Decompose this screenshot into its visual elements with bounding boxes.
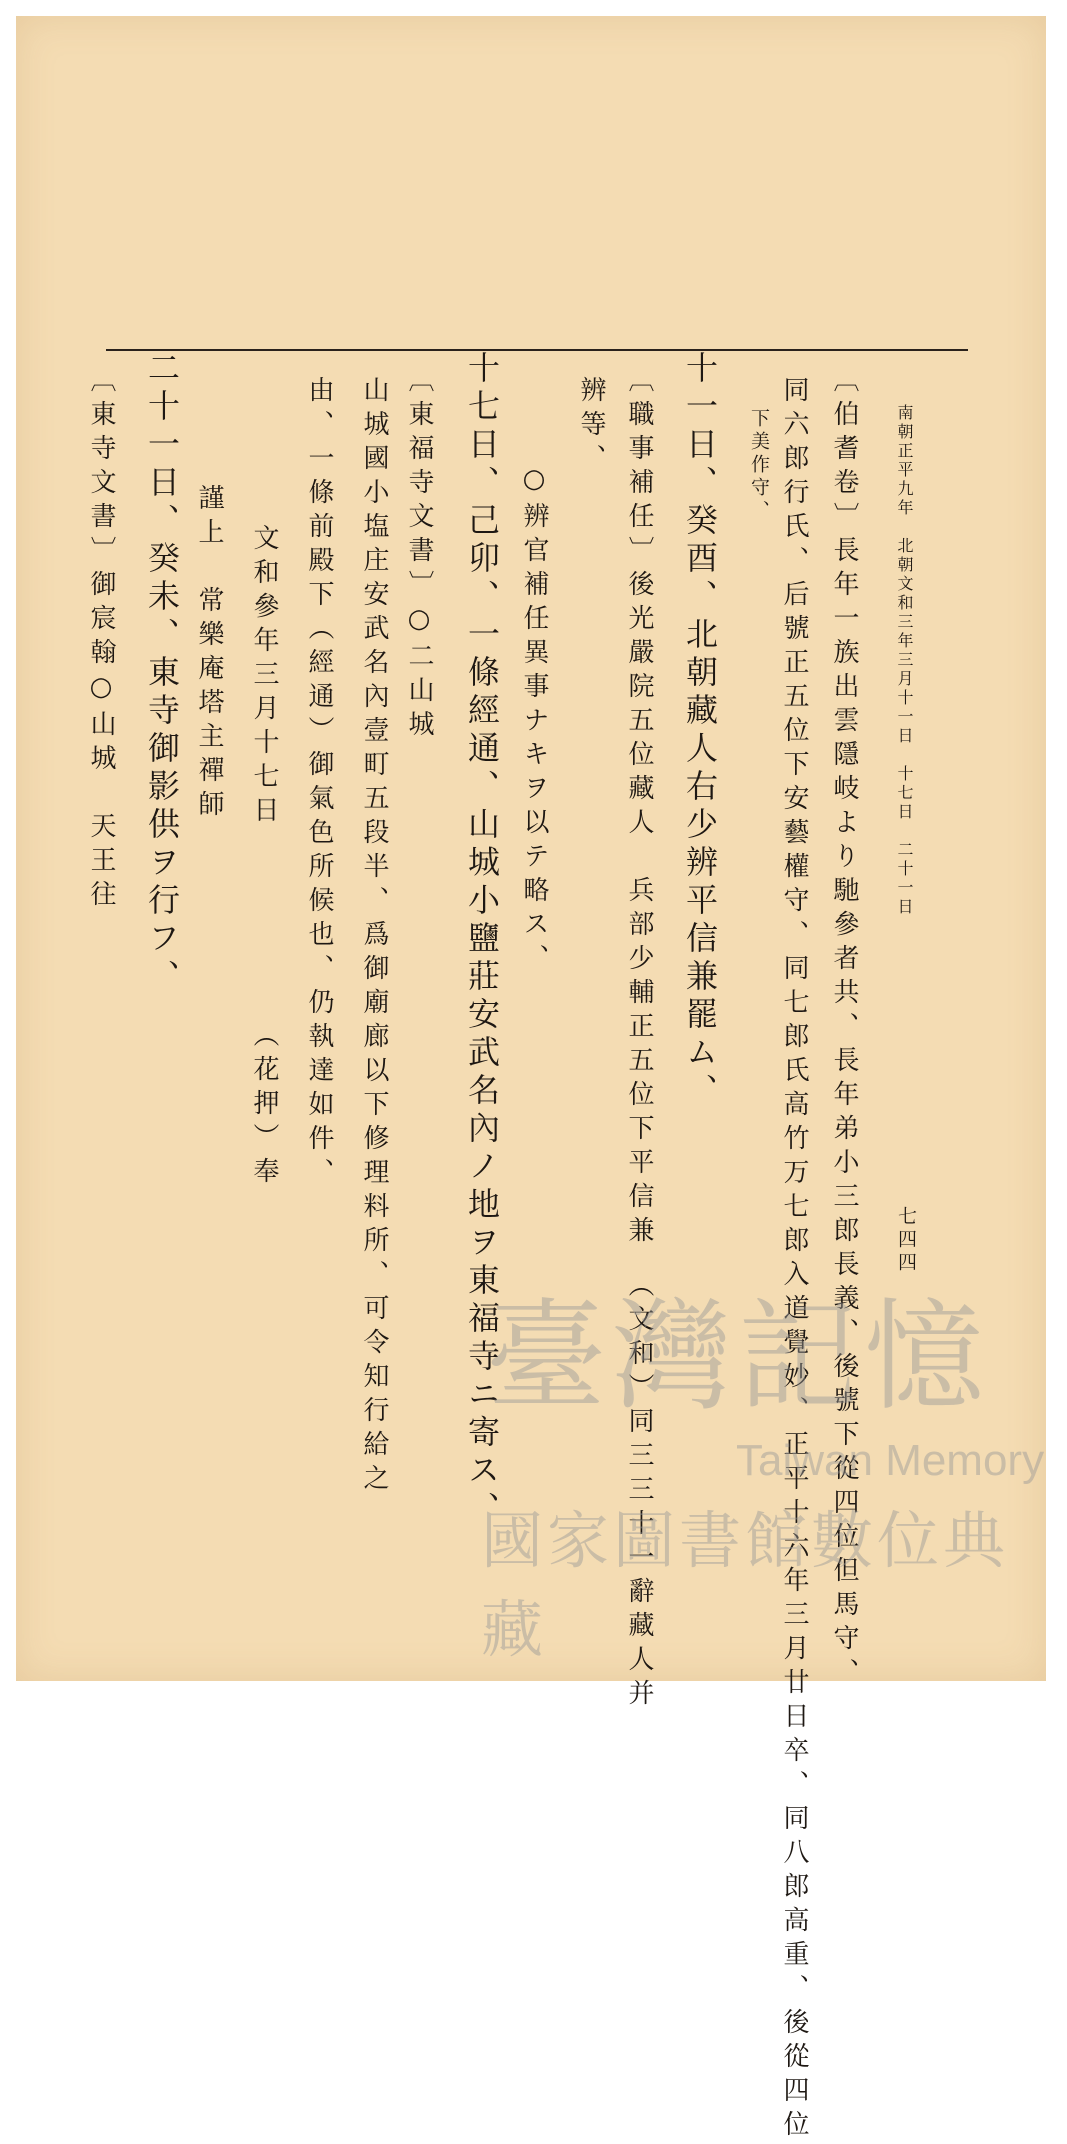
text-column-6: 辨等、 xyxy=(576,376,606,478)
watermark-chinese: 國家圖書館數位典藏 xyxy=(481,1504,1010,1666)
watermark-english: Taiwan Memory xyxy=(736,1436,1045,1485)
text-column-11: 由、一條前殿下（經通）御氣色所候也、仍執達如件、 xyxy=(304,376,334,1192)
text-column-2: 同六郎行氏、后號正五位下安藝權守、同七郎氏高竹万七郎入道覺妙、正平十六年三月廿日卒、同八郎高重、後從四位 xyxy=(779,376,809,2144)
entry-heading-11th: 十一日、癸酉、北朝藏人右少辨平信兼罷ム、 xyxy=(681,351,719,1111)
text-column-5: 〔職事補任〕後光嚴院五位藏人 兵部少輔正五位下平信兼 （文和）同三三十一辭藏人并 xyxy=(624,366,654,1713)
text-column-3: 下美作守、 xyxy=(748,408,770,523)
entry-heading-21st: 二十一日、癸未、東寺御影供ヲ行フ、 xyxy=(143,351,181,997)
header-rule xyxy=(106,349,968,351)
book-page xyxy=(16,16,1046,2144)
watermark-logo: 臺灣記憶 xyxy=(486,1288,990,1427)
source-heading-toji: 〔東寺文書〕御宸翰○山城 天王往 xyxy=(86,366,116,914)
entry-heading-17th: 十七日、己卯、一條經通、山城小鹽莊安武名內ノ地ヲ東福寺ニ寄ス、 xyxy=(463,351,501,1529)
document-date: 文和參年三月十七日 （花押）奉 xyxy=(249,524,279,1191)
document-addressee: 謹上 常樂庵塔主禪師 xyxy=(194,484,224,824)
source-heading-tofukuji: 〔東福寺文書〕○二山城 xyxy=(404,366,434,744)
running-title: 南朝正平九年 北朝文和三年三月十一日 十七日 二十一日 xyxy=(895,404,914,917)
page-number: 七四四 xyxy=(895,1206,917,1275)
editor-note: ○辨官補任異事ナキヲ以テ略ス、 xyxy=(519,464,549,978)
text-column-1: 〔伯耆卷〕長年一族出雲隱岐より馳參者共、長年弟小三郎長義、後號下從四位但馬守、 xyxy=(829,366,859,1692)
text-column-10: 山城國小塩庄安武名內壹町五段半、爲御廟廊以下修理料所、可令知行給之 xyxy=(359,376,389,1498)
